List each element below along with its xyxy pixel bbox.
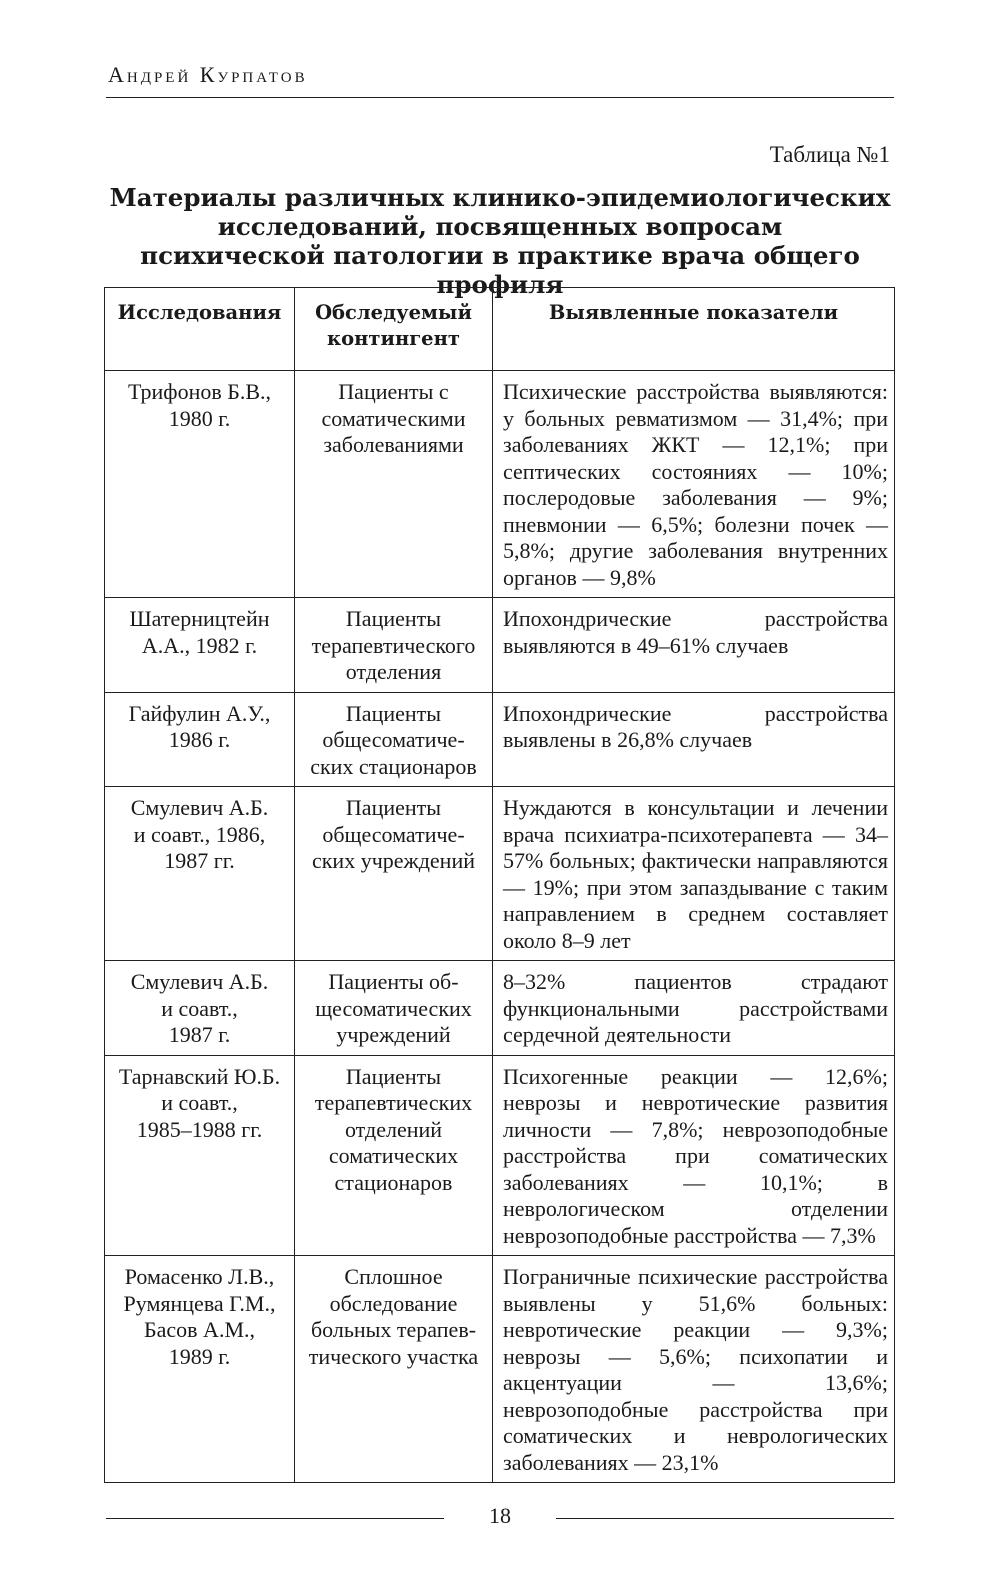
cohort-line: ских учреждений — [311, 848, 476, 873]
table-caption — [100, 183, 900, 299]
cohort-cell — [295, 692, 493, 787]
cohort-line: Пациенты об- — [328, 969, 459, 994]
study-cell — [105, 598, 295, 693]
findings-cell: Нуждаются в консультации и лечении врача психиатра-психотерапевта — 34–57% больных; фактически направляются — 19%; при этом запаздывание с таким направлением в среднем составляет около 8–9 лет — [493, 787, 895, 961]
cohort-line: Пациенты — [345, 606, 442, 631]
study-cell — [105, 692, 295, 787]
cohort-cell — [295, 961, 493, 1056]
cohort-line: Сплошное — [344, 1264, 443, 1289]
header-cohort-line: Обследуемый — [315, 301, 472, 324]
header-rule — [106, 97, 894, 98]
cohort-line: отделения — [345, 659, 442, 684]
cohort-line: соматических — [328, 1143, 459, 1168]
footer-rule-right — [556, 1518, 894, 1519]
study-cell — [105, 1055, 295, 1256]
findings-cell: Психические расстройства выявляются: у больных ревматизмом — 31,4%; при заболеваниях ЖКТ — 12,1%; при септических состояниях — 10%; послеродовые заболевания — 9%; пневмонии — 6,5%; болезни почек — 5,8%; другие заболевания внутренних органов — 9,8% — [493, 371, 895, 598]
cohort-line: щесоматических — [315, 995, 472, 1021]
study-line: А.А., 1982 г. — [141, 632, 258, 658]
studies-table — [104, 287, 895, 1483]
study-line: 1985–1988 гг. — [136, 1116, 263, 1142]
cohort-line: Пациенты — [345, 1063, 442, 1089]
cohort-line: соматическими — [321, 405, 466, 431]
caption-line: Материалы различных клинико-эпидемиологических — [109, 183, 891, 212]
study-cell — [105, 371, 295, 598]
cohort-line: Пациенты — [345, 795, 442, 820]
table-row — [105, 1055, 895, 1256]
header-studies: Исследования — [105, 288, 295, 371]
study-line: Ромасенко Л.В., — [124, 1264, 275, 1289]
study-line: 1989 г. — [168, 1343, 231, 1369]
cohort-line: общесоматиче- — [322, 821, 465, 847]
table-row — [105, 1256, 895, 1483]
study-line: 1980 г. — [168, 405, 231, 431]
cohort-line: заболеваниями — [323, 432, 464, 457]
study-line: и соавт., — [161, 1090, 238, 1115]
study-line: Смулевич А.Б. — [130, 969, 269, 994]
study-cell — [105, 787, 295, 961]
cohort-line: терапевтических — [314, 1090, 473, 1115]
table-row — [105, 787, 895, 961]
table-row — [105, 371, 895, 598]
cohort-cell — [295, 371, 493, 598]
study-line: Шатерництейн — [129, 606, 270, 631]
cohort-line: терапевтического — [311, 632, 476, 658]
study-line: Тарнавский Ю.Б. — [118, 1063, 281, 1089]
running-head: Андрей Курпатов — [108, 62, 308, 87]
table-row — [105, 692, 895, 787]
table-row — [105, 598, 895, 693]
study-line: 1987 г. — [168, 1022, 231, 1047]
cohort-line: Пациенты с — [338, 379, 449, 404]
table-body — [105, 371, 895, 1483]
cohort-line: обследование — [329, 1290, 458, 1316]
cohort-line: учреждений — [336, 1022, 451, 1047]
cohort-cell — [295, 1256, 493, 1483]
cohort-line: стационаров — [334, 1169, 453, 1195]
study-line: Гайфулин А.У., — [128, 700, 271, 726]
cohort-cell — [295, 598, 493, 693]
study-line: и соавт., 1986, — [133, 821, 266, 847]
cohort-line: Пациенты — [345, 700, 442, 726]
table-header-row — [105, 288, 895, 371]
table-number: Таблица №1 — [769, 142, 890, 167]
study-line: Басов А.М., — [144, 1317, 255, 1342]
header-cohort-line: контингент — [327, 327, 460, 350]
header-findings: Выявленные показатели — [493, 288, 895, 371]
findings-cell: Ипохондрические расстройства выявлены в 26,8% случаев — [493, 692, 895, 787]
footer-rule-left — [106, 1518, 444, 1519]
cohort-cell — [295, 1055, 493, 1256]
findings-cell: Психогенные реакции — 12,6%; неврозы и невротические развития личности — 7,8%; неврозоподобные расстройства при соматических заболеваниях — 10,1%; в неврологическом отделении неврозоподобные расстройства — 7,3% — [493, 1055, 895, 1256]
cohort-cell — [295, 787, 493, 961]
study-line: Трифонов Б.В., — [127, 379, 272, 404]
cohort-line: ских стационаров — [310, 753, 477, 779]
study-cell — [105, 961, 295, 1056]
study-line: и соавт., — [161, 995, 238, 1021]
study-line: Румянцева Г.М., — [123, 1290, 276, 1316]
header-cohort — [295, 288, 493, 371]
findings-cell: Ипохондрические расстройства выявляются в 49–61% случаев — [493, 598, 895, 693]
study-cell — [105, 1256, 295, 1483]
cohort-line: отделений — [344, 1116, 443, 1142]
findings-cell: 8–32% пациентов страдают функциональными расстройствами сердечной деятельности — [493, 961, 895, 1056]
study-line: Смулевич А.Б. — [130, 795, 269, 820]
caption-line: психической патологии в практике врача общего профиля — [140, 241, 860, 299]
page-number: 18 — [489, 1503, 511, 1528]
cohort-line: больных терапев- — [310, 1317, 477, 1342]
cohort-line: тического участка — [308, 1343, 479, 1369]
caption-line: исследований, посвященных вопросам — [217, 212, 783, 241]
findings-cell: Пограничные психические расстройства выявлены у 51,6% больных: невротические реакции — 9,3%; неврозы — 5,6%; психопатии и акцентуации — 13,6%; неврозоподобные расстройства при соматических и неврологических заболеваниях — 23,1% — [493, 1256, 895, 1483]
cohort-line: общесоматиче- — [322, 727, 465, 752]
study-line: 1987 гг. — [164, 848, 235, 873]
table-row — [105, 961, 895, 1056]
study-line: 1986 г. — [168, 727, 231, 752]
